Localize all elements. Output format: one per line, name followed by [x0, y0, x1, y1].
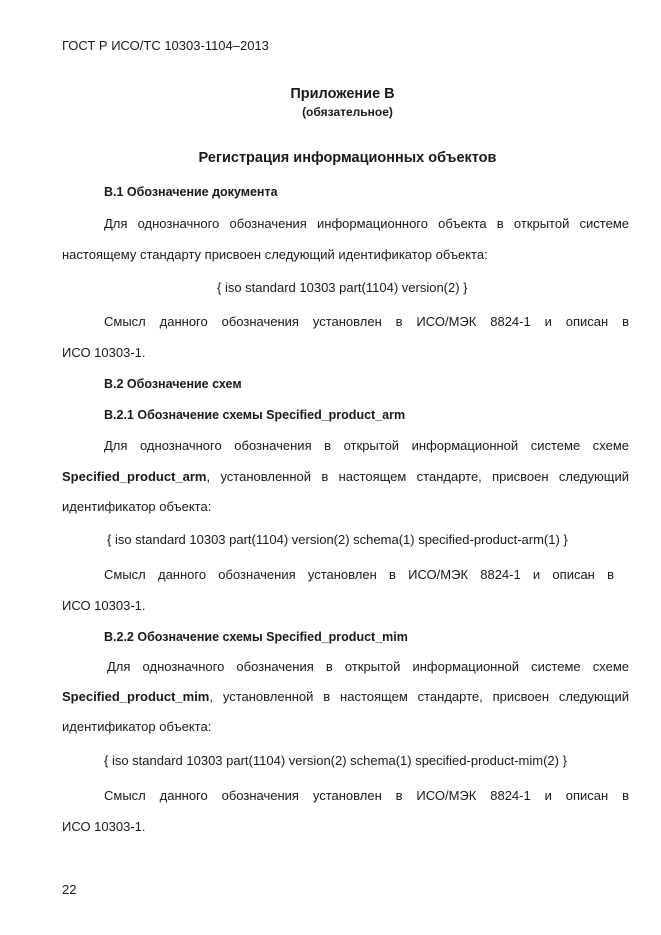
- b22-paragraph1-line1: Для однозначного обозначения в открытой информационной системе схеме: [107, 659, 629, 674]
- heading-b21: В.2.1 Обозначение схемы Specified_product_arm: [104, 408, 406, 422]
- b21-schema-name: Specified_product_arm: [62, 469, 207, 484]
- heading-b1: В.1 Обозначение документа: [104, 185, 278, 199]
- b22-schema-name: Specified_product_mim: [62, 689, 210, 704]
- appendix-subtitle: (обязательное): [302, 105, 393, 119]
- b22-identifier: { iso standard 10303 part(1104) version(2) schema(1) specified-product-mim(2) }: [104, 753, 567, 768]
- b1-paragraph1-line2: настоящему стандарту присвоен следующий идентификатор объекта:: [62, 247, 488, 262]
- b21-paragraph2-line1: Смысл данного обозначения установлен в ИСО/МЭК 8824-1 и описан в: [104, 567, 614, 582]
- b22-paragraph2-line2: ИСО 10303-1.: [62, 819, 146, 834]
- b21-identifier: { iso standard 10303 part(1104) version(2) schema(1) specified-product-arm(1) }: [107, 532, 568, 547]
- b1-identifier: { iso standard 10303 part(1104) version(2) }: [217, 280, 468, 295]
- b21-paragraph2-line2: ИСО 10303-1.: [62, 598, 146, 613]
- b1-paragraph1-line1: Для однозначного обозначения информационного объекта в открытой системе: [104, 216, 629, 231]
- b22-paragraph1-line2-rest: , установленной в настоящем стандарте, присвоен следующий: [209, 689, 629, 704]
- b22-paragraph2-line1: Смысл данного обозначения установлен в ИСО/МЭК 8824-1 и описан в: [104, 788, 629, 803]
- document-code: ГОСТ Р ИСО/ТС 10303-1104–2013: [62, 38, 269, 53]
- b22-paragraph1-line2: [62, 689, 629, 705]
- b21-paragraph1-line3: идентификатор объекта:: [62, 499, 212, 514]
- b1-paragraph2-line2: ИСО 10303-1.: [62, 345, 146, 360]
- b21-paragraph1-line2-rest: , установленной в настоящем стандарте, присвоен следующий: [206, 469, 629, 484]
- b1-paragraph2-line1: Смысл данного обозначения установлен в ИСО/МЭК 8824-1 и описан в: [104, 314, 629, 329]
- heading-b22: В.2.2 Обозначение схемы Specified_product_mim: [104, 630, 408, 644]
- section-title: Регистрация информационных объектов: [198, 150, 497, 166]
- b21-paragraph1-line2: [62, 469, 629, 485]
- b21-paragraph1-line1: Для однозначного обозначения в открытой информационной системе схеме: [104, 438, 629, 453]
- b22-paragraph1-line3: идентификатор объекта:: [62, 719, 212, 734]
- heading-b2: В.2 Обозначение схем: [104, 377, 242, 391]
- appendix-title: Приложение В: [290, 86, 395, 102]
- page-number: 22: [62, 882, 77, 897]
